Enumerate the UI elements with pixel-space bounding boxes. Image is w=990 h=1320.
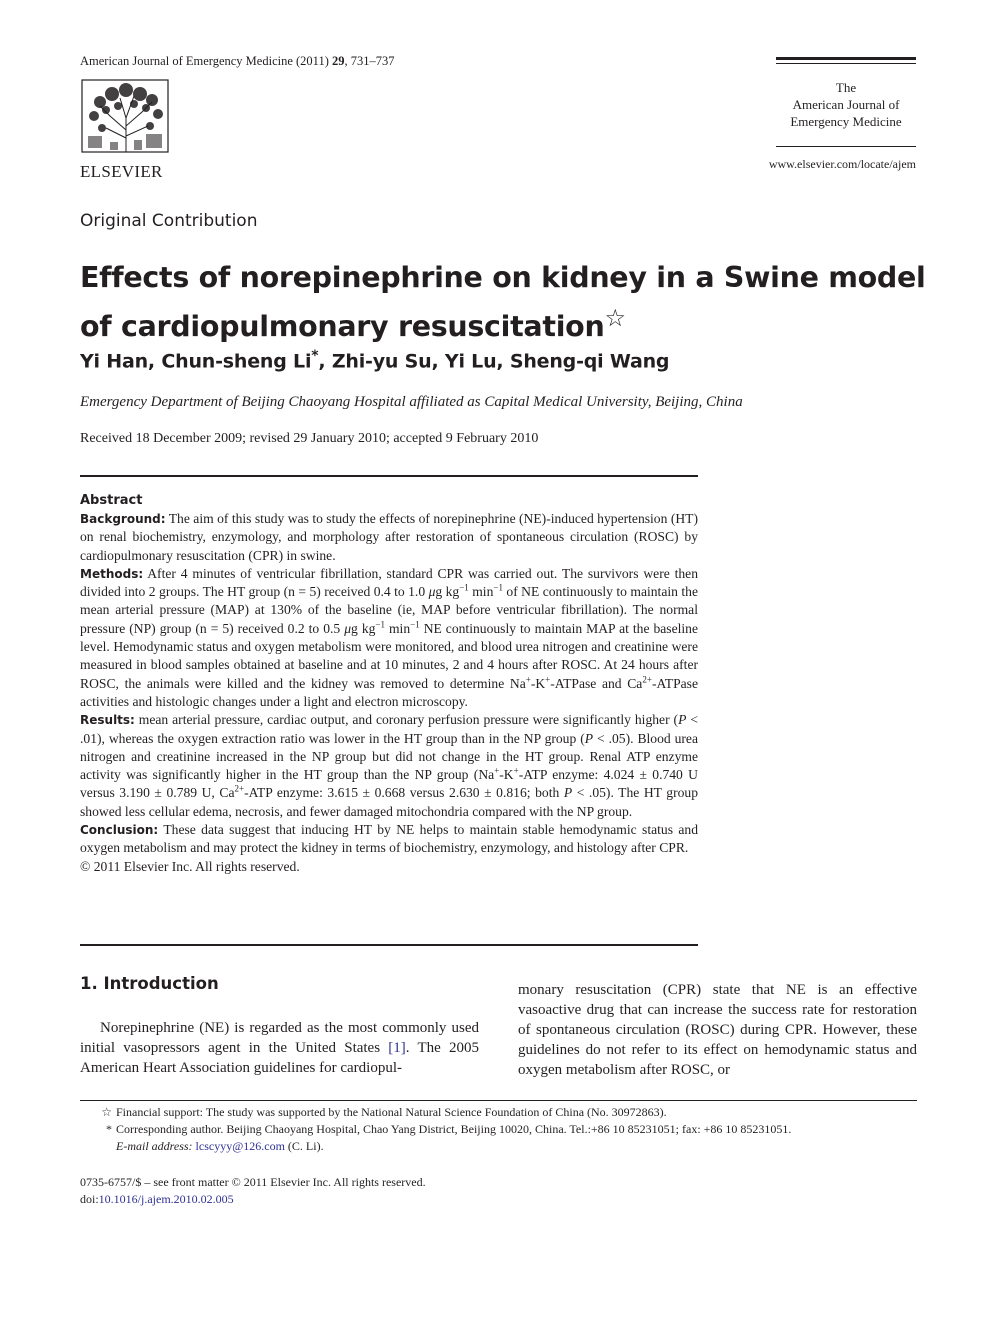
- abstract-results: Results: mean arterial pressure, cardiac output, and coronary perfusion pressure were significantly higher (P < .01), whereas the oxygen extraction ratio was lower in the HT group than in the NP group (P < .05). Blood urea nitrogen and creatinine increased in the NP group but did not change in the HT group. Renal ATP enzyme activity was significantly higher in the HT group than the NP group (Na+-K+-ATP enzyme: 4.024 ± 0.740 U versus 3.190 ± 0.789 U, $Ca^{2+}$-ATP enzyme: 3.615 ± 0.668 versus 2.630 ± 0.816; both P < .05). The HT group showed less cellular edema, necrosis, and fewer damaged mitochondria compared with the NP group.: [80, 712, 698, 819]
- email-link[interactable]: lcscyyy@126.com: [195, 1139, 285, 1153]
- abstract-copyright: © 2011 Elsevier Inc. All rights reserved.: [80, 858, 300, 874]
- doi-link[interactable]: 10.1016/j.ajem.2010.02.005: [98, 1192, 234, 1206]
- masthead-line: Emergency Medicine: [790, 114, 902, 129]
- journal-masthead: [776, 79, 916, 130]
- issn-line: 0735-6757/$ – see front matter © 2011 Elsevier Inc. All rights reserved.: [80, 1175, 426, 1189]
- masthead-line: American Journal of: [792, 97, 900, 112]
- footnote-corresponding: * Corresponding author. Beijing Chaoyang Hospital, Chao Yang District, Beijing 10020, China. Tel.:+86 10 85231051; fax: +86 10 85231051.: [80, 1121, 917, 1138]
- abstract-methods: Methods: After 4 minutes of ventricular fibrillation, standard CPR was carried out. The survivors were then divided into 2 groups. The HT group (n = 5) received 0.4 to 1.0 μg $kg^{-1}$ $\min^{-1}$ of NE continuously to maintain the mean arterial pressure (MAP) at 130% of the baseline (ie, MAP before ventricular fibrillation). The normal pressure (NP) group (n = 5) received 0.2 to 0.5 μg $kg^{-1}$ $\min^{-1}$ NE continuously to maintain MAP at the baseline level. Hemodynamic status and oxygen metabolism were monitored, and blood urea nitrogen and creatinine were measured in blood samples obtained at baseline and at 10 minutes, 2 and 4 hours after ROSC. At 24 hours after ROSC, the animals were killed and the kidney was removed to determine Na+-K+-ATPase and $Ca^{2+}$-ATPase activities and histologic changes under a light and electron microscopy.: [80, 565, 699, 709]
- corresponding-author-mark[interactable]: *: [311, 348, 319, 364]
- footnote-star-icon: ☆: [101, 1105, 112, 1119]
- introduction-column-left: Norepinephrine (NE) is regarded as the most commonly used initial vasopressors agent in the United States [1]. The 2005 American Heart Association guidelines for cardiopul-: [80, 1020, 479, 1076]
- footnote-email: E-mail address: lcscyyy@126.com (C. Li).: [116, 1139, 324, 1153]
- footnote-financial: ☆ Financial support: The study was supported by the National Natural Science Foundation of China (No. 30972863).: [80, 1104, 917, 1121]
- affiliation: Emergency Department of Beijing Chaoyang Hospital affiliated as Capital Medical University, Beijing, China: [80, 394, 743, 410]
- introduction-column-right: monary resuscitation (CPR) state that NE is an effective vasoactive drug that can increase the success rate for restoration of spontaneous circulation (ROSC) during CPR. However, these guidelines do not refer to its effect on hemodynamic status and oxygen metabolism after ROSC, or: [518, 982, 917, 1078]
- doi-line: doi:10.1016/j.ajem.2010.02.005: [80, 1192, 234, 1206]
- introduction-heading: 1. Introduction: [80, 974, 219, 993]
- masthead-rule: [776, 63, 916, 64]
- abstract-conclusion: Conclusion: These data suggest that inducing HT by NE helps to maintain stable hemodynamic status and oxygen metabolism and may protect the kidney in terms of biochemistry, enzymology, and histology after CPR.: [80, 822, 698, 856]
- section-label: Original Contribution: [80, 211, 258, 231]
- title-footnote-star-icon[interactable]: ☆: [604, 304, 626, 332]
- front-matter: [80, 1174, 426, 1208]
- abstract-body: [80, 510, 698, 876]
- masthead-rule: [776, 57, 916, 60]
- footnote-asterisk: *: [106, 1122, 112, 1136]
- received-dates: Received 18 December 2009; revised 29 January 2010; accepted 9 February 2010: [80, 431, 539, 446]
- journal-url[interactable]: www.elsevier.com/locate/ajem: [768, 157, 916, 171]
- journal-citation: American Journal of Emergency Medicine (2011) 29, 731–737: [80, 54, 395, 68]
- paper-title: Effects of norepinephrine on kidney in a Swine model of cardiopulmonary resuscitation☆: [80, 261, 926, 343]
- publisher-wordmark: ELSEVIER: [80, 162, 163, 181]
- footnotes: [80, 1104, 917, 1155]
- abstract-background: Background: The aim of this study was to study the effects of norepinephrine (NE)-induced hypertension (HT) on renal biochemistry, enzymology, and morphology after restoration of spontaneous circulation (ROSC) by cardiopulmonary resuscitation (CPR) in swine.: [80, 511, 698, 563]
- abstract-rule-bottom: [80, 944, 698, 946]
- masthead-line: The: [835, 80, 857, 95]
- reference-link[interactable]: [1]: [388, 1040, 406, 1056]
- masthead-rule: [776, 146, 916, 147]
- footnote-rule: [80, 1100, 917, 1101]
- abstract-heading: Abstract: [80, 493, 143, 508]
- author-list: Yi Han, Chun-sheng Li*, Zhi-yu Su, Yi Lu, Sheng-qi Wang: [80, 348, 670, 373]
- abstract-rule-top: [80, 475, 698, 477]
